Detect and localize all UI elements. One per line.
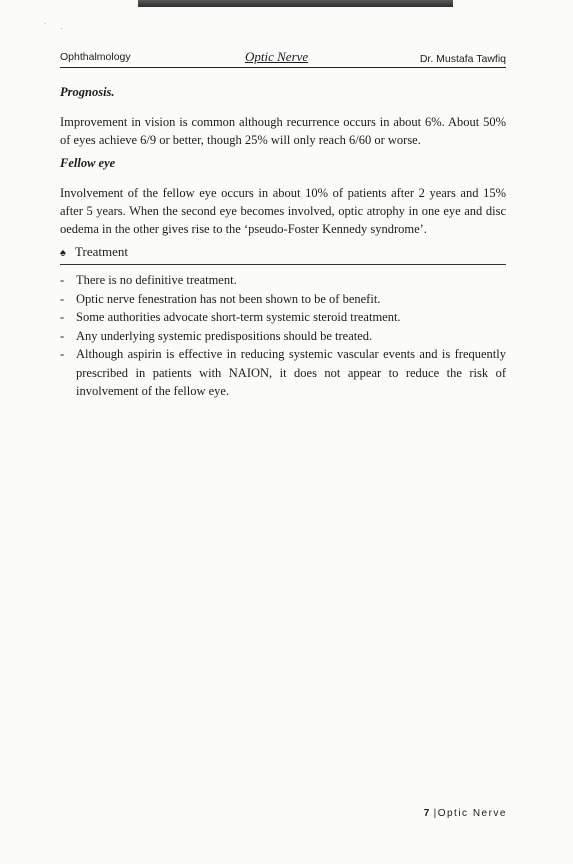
list-item: - Any underlying systemic predispositions should be treated.: [60, 328, 373, 343]
footer-section: Optic Nerve: [437, 808, 507, 819]
scan-top-bar: [138, 0, 453, 7]
list-item: - Some authorities advocate short-term systemic steroid treatment.: [60, 310, 401, 324]
list-item-text: Although aspirin is effective in reducing systemic vascular events and is frequently prescribed in patients with NAION, it does not appear to reduce the risk of involvement of the fellow eye.: [76, 347, 506, 398]
page-number: 7: [423, 808, 430, 819]
page-footer: [424, 808, 507, 819]
list-item-text: There is no definitive treatment.: [76, 273, 237, 287]
list-item-text: Any underlying systemic predispositions should be treated.: [76, 328, 373, 343]
treatment-heading: [60, 244, 506, 265]
header-subject: Ophthalmology: [60, 51, 131, 63]
list-item: - Optic nerve fenestration has not been shown to be of benefit.: [60, 291, 381, 306]
list-item-text: Some authorities advocate short-term systemic steroid treatment.: [76, 310, 401, 324]
header-chapter: Optic Nerve: [245, 49, 309, 64]
list-item-text: Optic nerve fenestration has not been shown to be of benefit.: [76, 291, 381, 306]
header-author: Dr. Mustafa Tawfiq: [419, 53, 506, 65]
list-item: - Although aspirin is effective in reducing systemic vascular events and is frequently prescribed in patients with NAION, it does not appear to reduce the risk of involvement of the fellow eye.: [60, 347, 506, 398]
footer-separator: |: [433, 808, 438, 819]
scan-specks: ` .: [44, 22, 69, 31]
fellow-eye-heading: Fellow eye: [60, 156, 116, 170]
prognosis-heading: Prognosis.: [60, 85, 115, 99]
list-item: - There is no definitive treatment.: [60, 273, 237, 287]
page-header: [60, 51, 506, 68]
fellow-eye-paragraph: Involvement of the fellow eye occurs in about 10% of patients after 2 years and 15% after 5 years. When the second eye becomes involved, optic atrophy in one eye and disc oedema in the other gives rise to the ‘pseudo-Foster Kennedy syndrome’.: [60, 186, 506, 236]
treatment-list: [60, 271, 506, 401]
spade-icon: ♠: [60, 247, 66, 259]
treatment-heading-label: Treatment: [75, 244, 128, 259]
prognosis-paragraph: Improvement in vision is common although recurrence occurs in about 6%. About 50% of eyes achieve 6/9 or better, though 25% will only reach 6/60 or worse.: [60, 115, 506, 147]
